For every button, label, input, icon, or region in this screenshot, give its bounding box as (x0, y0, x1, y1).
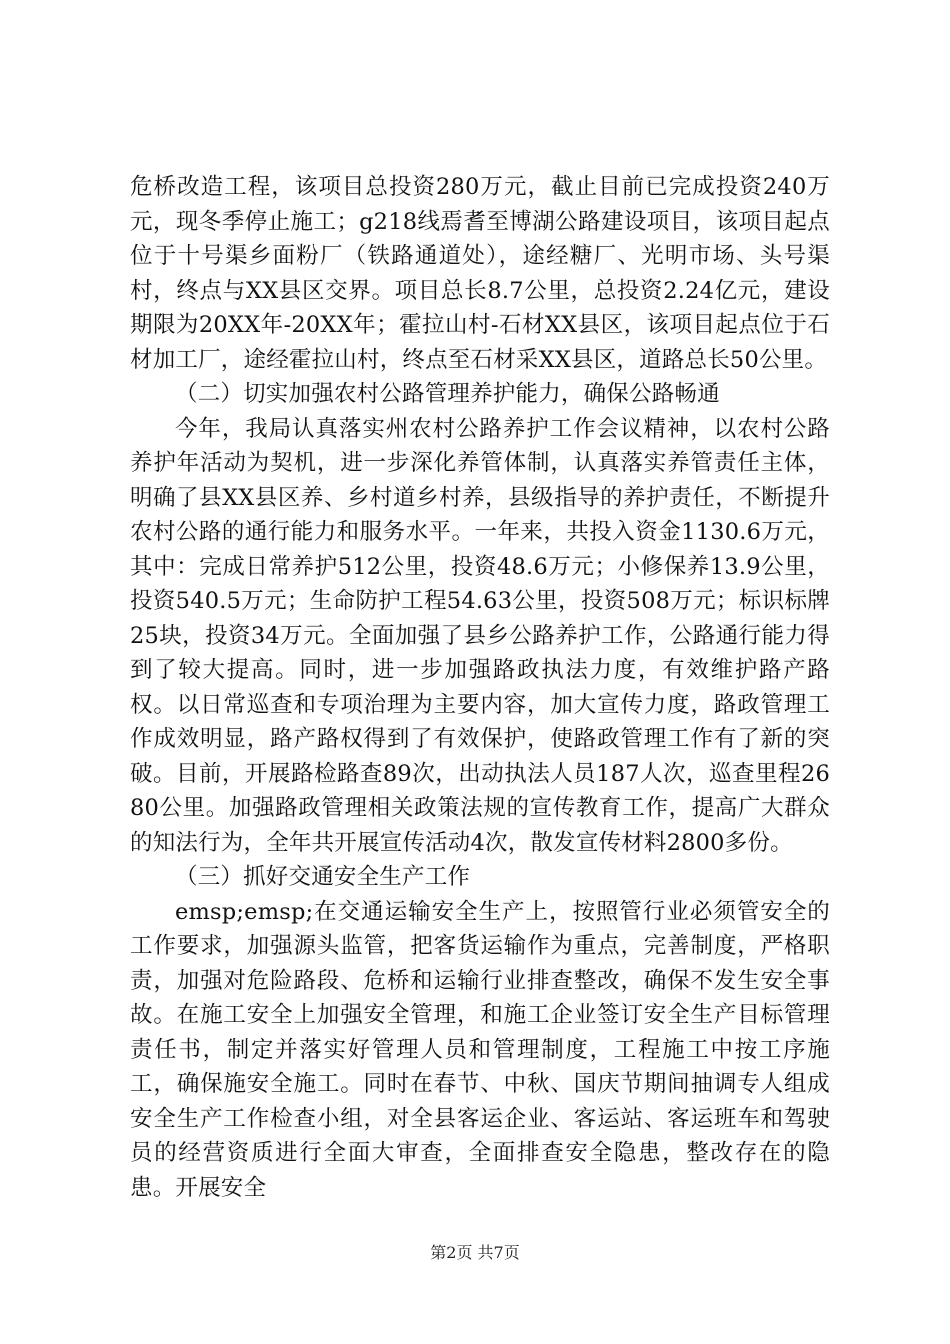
paragraph-traffic-safety: emsp;emsp;在交通运输安全生产上，按照管行业必须管安全的工作要求，加强源头监管，把客货运输作为重点，完善制度，严格职责，加强对危险路段、危桥和运输行业排查整改，确保不发生安全事故。在施工安全上加强安全管理，和施工企业签订安全生产目标管理责任书，制定并落实好管理人员和管理制度，工程施工中按工序施工，确保施安全施工。同时在春节、中秋、国庆节期间抽调专人组成安全生产工作检查小组，对全县客运企业、客运站、客运班车和驾驶员的经营资质进行全面大审查，全面排查安全隐患，整改存在的隐患。开展安全 (130, 898, 830, 1201)
page-footer: 第2页 共7页 (430, 1243, 520, 1262)
paragraph-project-details: 危桥改造工程，该项目总投资280万元，截止目前已完成投资240万元，现冬季停止施工；g218线焉耆至博湖公路建设项目，该项目起点位于十号渠乡面粉厂（铁路通道处），途经糖厂、光明市场、头号渠村，终点与XX县区交界。项目总长8.7公里，总投资2.24亿元，建设期限为20XX年-20XX年；霍拉山村-石材XX县区，该项目起点位于石材加工厂，途经霍拉山村，终点至石材采XX县区，道路总长50公里。 (130, 174, 830, 373)
paragraph-rural-road-maintenance: 今年，我局认真落实州农村公路养护工作会议精神，以农村公路养护年活动为契机，进一步深化养管体制，认真落实养管责任主体，明确了县XX县区养、乡村道乡村养，县级指导的养护责任，不断提升农村公路的通行能力和服务水平。一年来，共投入资金1130.6万元，其中：完成日常养护512公里，投资48.6万元；小修保养13.9公里，投资540.5万元；生命防护工程54.63公里，投资508万元；标识标牌25块，投资34万元。全面加强了县乡公路养护工作，公路通行能力得到了较大提高。同时，进一步加强路政执法力度，有效维护路产路权。以日常巡查和专项治理为主要内容，加大宣传力度，路政管理工作成效明显，路产路权得到了有效保护，使路政管理工作有了新的突破。目前，开展路检路查89次，出动执法人员187人次，巡查里程2680公里。加强路政管理相关政策法规的宣传教育工作，提高广大群众的知法行为，全年共开展宣传活动4次，散发宣传材料2800多份。 (130, 415, 830, 856)
section-heading-traffic-safety: （三）抓好交通安全生产工作 (175, 864, 471, 890)
document-body (130, 170, 830, 1205)
section-heading-rural-road-maintenance: （二）切实加强农村公路管理养护能力，确保公路畅通 (175, 381, 720, 407)
